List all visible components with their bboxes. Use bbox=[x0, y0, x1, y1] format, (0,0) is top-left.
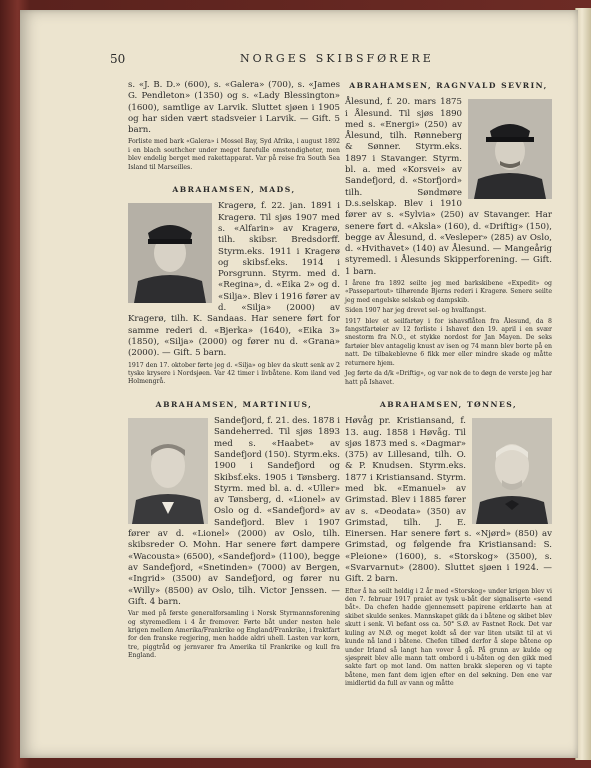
continuation-note: Forliste med bark «Galera» i Mossel Bay, Syd Afrika, i august 1892 i en blach southcher under meget farefulle omstendigheter, men blev endelig berget med rakettapparat. Var på reise fra South Sea Island til Marseilles. bbox=[128, 138, 340, 171]
portrait-photo-mads bbox=[128, 203, 212, 303]
portrait-photo-martinius bbox=[128, 418, 208, 524]
entry-text-martinius: Sandefjord, f. 21. des. 1878 i Sandeherred. Til sjøs 1893 med s. «Haabet» av Sandefjord (150). Styrm.eks. 1900 i Sandefjord og Skibsf.eks. 1905 i Tønsberg. Styrm. med bl. a. d. «Uller» av Tønsberg, d. «Lionel» av Oslo og d. «Sandefjord» av Sandefjord. Blev i 1907 fører av d. «Lionel» (2000) av Oslo, tilh. skibsreder O. Mohn. Har senere ført dampere «Wacousta» (6500), «Sandefjord» (1100), begge av Sandefjord, «Snetinden» (7000) av Bergen, «Ingrid» (3500) av Sandefjord, og fører nu «Willy» (8500) av Oslo, tilh. Victor Jenssen. — Gift. 4 barn. bbox=[128, 416, 340, 607]
entry-note-tonnes: Efter å ha seilt heldig i 2 år med «Storskog» under krigen blev vi den 7. februar 1917 praiet av tysk u-båt der signaliserte «send båt». Da chefen hadde gjennemsett papirene erklærte han at skibet skulde senkes. Mannskapet gikk da i båtene og skibet blev skutt i senk. Vi befant oss ca. 50° S.Ø. av Fastnet Rock. Det var kuling av N.Ø. og meget koldt så der var liten utsikt til at vi kunde nå land i båtene. Chefen tilbød derfor å slepe båtene op under Irland så langt han vover å gå. På grunn av kulde og sjøsprøit blev alle mann tatt ombord i u-båten og den gikk med sakte fart op mot land. Om natten brakk sleperen og vi tapte båtene, men fant dem igjen efter en del søkning. Den ene var imidlertid da full av vann og måtte bbox=[345, 587, 552, 688]
running-title: NORGES SKIBSFØRERE bbox=[240, 52, 434, 65]
portrait-photo-ragnvald bbox=[468, 99, 552, 199]
entry-text-mads: Kragerø, f. 22. jan. 1891 i Kragerø. Til sjøs 1907 med s. «Alfarin» av Kragerø, tilh. skibsr. Bredsdorff. Styrm.eks. 1911 i Kragerø og skibsf.eks. 1914 i Porsgrunn. Styrm. med d. «Regina», d. «Eika 2» og d. «Silja». Blev i 1916 fører av d. «Silja» (2000) av Kragerø, tilh. K. Sandaas. Har senere ført for samme rederi d. «Bjerka» (1640), «Eika 3» (1850), «Silja» (2000) og fører nu d. «Grana» (2000). — Gift. 5 barn. bbox=[128, 201, 340, 359]
entry-note-ragnvald-3: 1917 blev et seilfartøy i for ishavsflåten fra Ålesund, da 8 fangstfartøier av 12 forliste i Ishavet den 19. april i en svær snestorm fra N.O., et stykke nordost for Jan Mayen. De seks fartøier blev antagelig knust av isen og 74 mann blev borte på en natt. De tilbakeblevne 6 fikk mer eller mindre skade og måtte returnere hjem. bbox=[345, 317, 552, 367]
entry-note-martinius: Var med på første generalforsamling i Norsk Styrmannsforening og styremedlem i 4 år fremover. Førte båt under nesten hele krigen mellem Amerika/Frankrike og England/Frankrike, i fraktfart for den franske regjering, men hadde aldri uhell. Lasten var korn, tre, piggtråd og jernvarer fra Amerika til Frankrike og kull fra England. bbox=[128, 610, 341, 660]
entry-heading-ragnvald: ABRAHAMSEN, RAGNVALD SEVRIN, bbox=[349, 81, 548, 90]
left-column bbox=[128, 80, 340, 661]
entry-note-mads: 1917 den 17. oktober førte jeg d. «Silja» og blev da skutt senk av 2 tyske krysere i Nordsjøen. Var 42 timer i livbåtene. Kom iland ved Holmengrå. bbox=[128, 361, 340, 386]
continuation-text: s. «J. B. D.» (600), s. «Galera» (700), s. «James G. Pendleton» (1350) og s. «Lady Blessington» (1600), samtlige av Larvik. Sluttet sjøen i 1905 og har siden vært stadsveier i Larvik. — Gift. 5 barn. bbox=[128, 80, 340, 136]
entry-text-tonnes: Høvåg pr. Kristiansand, f. 13. aug. 1858 i Høvåg. Til sjøs 1873 med s. «Dagmar» (375) av Lillesand, tilh. O. & P. Knudsen. Styrm.eks. 1877 i Kristiansand. Styrm. med bk. «Emanuel» av Grimstad. Blev i 1885 fører av s. «Deodata» (350) av Grimstad, tilh. J. E. Einersen. Har senere ført s. «Njørd» (850) av Grimstad, og følgende fra Kristiansand: S. «Pleione» (1600), s. «Storskog» (3500), s. «Svarvarnut» (2800). Sluttet sjøen i 1924. — Gift. 2 barn. bbox=[345, 416, 552, 585]
right-column bbox=[345, 80, 552, 689]
entry-heading-martinius: ABRAHAMSEN, MARTINIUS, bbox=[155, 399, 313, 409]
portrait-tonnes-icon bbox=[472, 418, 552, 524]
page-header bbox=[110, 52, 550, 68]
entry-note-ragnvald-4: Jeg førte da d/k «Driftig», og var nok de to døgn de verste jeg har hatt på Ishavet. bbox=[345, 370, 552, 386]
portrait-mads-icon bbox=[128, 203, 212, 303]
portrait-photo-tonnes bbox=[472, 418, 552, 524]
entry-note-ragnvald-1: I årene fra 1892 seilte jeg med barkskibene «Expedit» og «Passepartout» tilhørende Bjerns rederi i Kragerø. Senere seilte jeg med engelske selskab og dampskib. bbox=[345, 280, 552, 304]
portrait-ragnvald-icon bbox=[468, 99, 552, 199]
entry-note-ragnvald-2: Siden 1907 har jeg drevet sel- og hvalfangst. bbox=[345, 307, 487, 315]
entry-text-ragnvald: Ålesund, f. 20. mars 1875 i Ålesund. Til sjøs 1890 med s. «Energi» (250) av Ålesund, tilh. Rønneberg & Sønner. Styrm.eks. 1897 i Stavanger. Styrm. bl. a. med «Korsvei» av Sandefjord, d. «Storfjord» tilh. Søndmøre D.s.selskap. Blev i 1910 fører av s. «Sylvia» (250) av Stavanger. Har senere ført d. «Aksla» (160), d. «Driftig» (150), begge av Ålesund, d. «Vesleper» (285) av Oslo, d. «Hvithavet» (140) av Ålesund. — Mangeårig styremedl. i Ålesunds Skipperforening. — Gift. 1 barn. bbox=[345, 97, 552, 277]
entry-heading-mads: ABRAHAMSEN, MADS, bbox=[172, 185, 296, 195]
entry-heading-tonnes: ABRAHAMSEN, TØNNES, bbox=[379, 399, 518, 409]
portrait-martinius-icon bbox=[128, 418, 208, 524]
page-number: 50 bbox=[110, 52, 126, 66]
